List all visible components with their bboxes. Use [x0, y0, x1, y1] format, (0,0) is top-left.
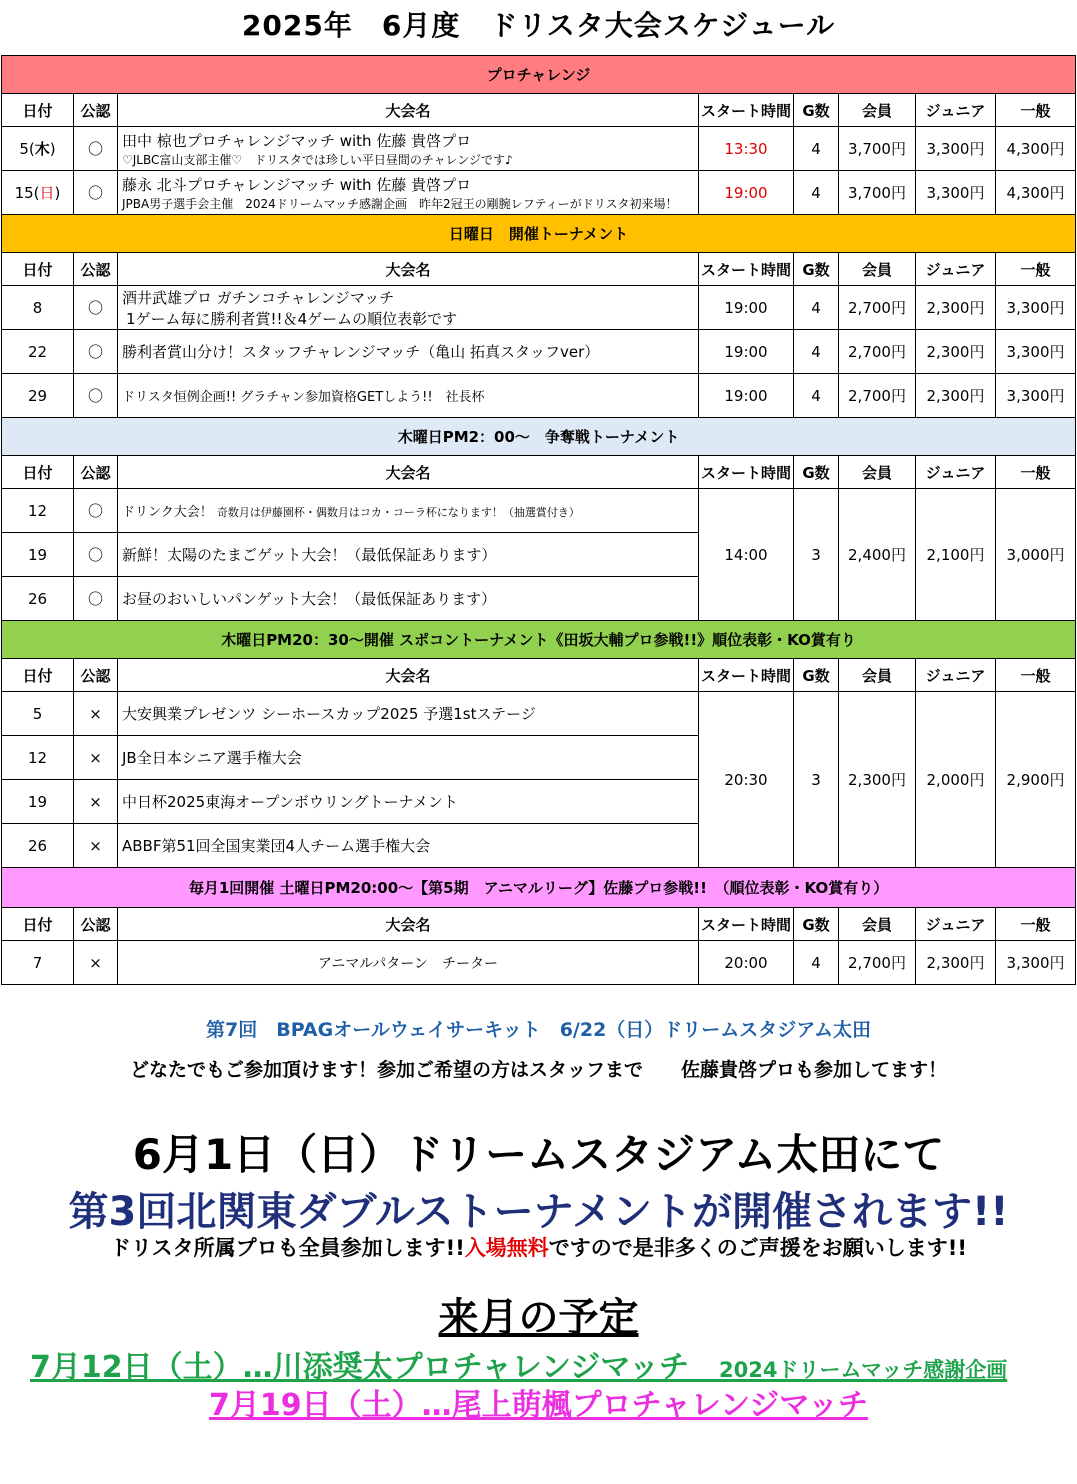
header-official: 公認 — [74, 456, 118, 489]
pro-challenge-table — [1, 55, 1076, 985]
date-cell: 7 — [2, 941, 74, 985]
header-games: G数 — [794, 94, 839, 127]
official-mark: 〇 — [74, 127, 118, 171]
event-name: ドリンク大会！ 奇数月は伊藤園杯・偶数月はコカ・コーラ杯になります！（抽選賞付き） — [118, 489, 699, 533]
date-cell: 26 — [2, 824, 74, 868]
event-name: 新鮮！太陽のたまごゲット大会！（最低保証あります） — [118, 533, 699, 577]
header-member: 会員 — [839, 908, 916, 941]
event-name: ドリスタ恒例企画!! グラチャン参加資格GETしよう!! 社長杯 — [118, 374, 699, 418]
next-event-2: 7月19日（土）…尾上萌楓プロチャレンジマッチ — [208, 1388, 869, 1423]
games-count: 3 — [794, 692, 839, 868]
header-general: 一般 — [996, 456, 1076, 489]
header-name: 大会名 — [118, 456, 699, 489]
official-mark: 〇 — [74, 533, 118, 577]
official-mark: 〇 — [74, 330, 118, 374]
official-mark: × — [74, 780, 118, 824]
page-title: 2025年 6月度 ドリスタ大会スケジュール — [241, 9, 836, 42]
member-price: 2,700円 — [839, 374, 916, 418]
date-cell: 19 — [2, 780, 74, 824]
date-cell: 5(木) — [2, 127, 74, 171]
header-start: スタート時間 — [699, 94, 794, 127]
official-mark: × — [74, 692, 118, 736]
table-row — [2, 374, 1076, 418]
member-price: 2,700円 — [839, 286, 916, 330]
general-price: 3,300円 — [996, 374, 1076, 418]
start-time: 13:30 — [699, 127, 794, 171]
official-mark: 〇 — [74, 286, 118, 330]
start-time: 19:00 — [699, 286, 794, 330]
start-time: 20:00 — [699, 941, 794, 985]
header-official: 公認 — [74, 253, 118, 286]
table-row — [2, 286, 1076, 330]
next-event-1: 7月12日（土）…川添奨太プロチャレンジマッチ 2024ドリームマッチ感謝企画 — [30, 1350, 1008, 1385]
table-row — [2, 127, 1076, 171]
member-price: 2,700円 — [839, 330, 916, 374]
event-announcement-title: 第3回北関東ダブルストーナメントが開催されます!! — [68, 1189, 1009, 1235]
header-member: 会員 — [839, 253, 916, 286]
official-mark: 〇 — [74, 577, 118, 621]
header-games: G数 — [794, 456, 839, 489]
header-official: 公認 — [74, 659, 118, 692]
general-price: 2,900円 — [996, 692, 1076, 868]
general-price: 3,300円 — [996, 286, 1076, 330]
official-mark: 〇 — [74, 489, 118, 533]
date-cell: 19 — [2, 533, 74, 577]
junior-price: 2,300円 — [916, 374, 996, 418]
date-cell: 26 — [2, 577, 74, 621]
official-mark: × — [74, 941, 118, 985]
header-general: 一般 — [996, 659, 1076, 692]
junior-price: 3,300円 — [916, 171, 996, 215]
header-start: スタート時間 — [699, 456, 794, 489]
official-mark: × — [74, 736, 118, 780]
header-date: 日付 — [2, 659, 74, 692]
header-junior: ジュニア — [916, 94, 996, 127]
event-name: 田中 椋也プロチャレンジマッチ with 佐藤 貴啓プロ ♡JLBC富山支部主催♡ ドリスタでは珍しい平日昼間のチャレンジです♪ — [118, 127, 699, 171]
games-count: 4 — [794, 374, 839, 418]
games-count: 4 — [794, 286, 839, 330]
start-time: 20:30 — [699, 692, 794, 868]
event-announcement-date: 6月1日（日）ドリームスタジアム太田にて — [132, 1130, 945, 1179]
games-count: 4 — [794, 941, 839, 985]
junior-price: 3,300円 — [916, 127, 996, 171]
member-price: 2,400円 — [839, 489, 916, 621]
section-title-pro: プロチャレンジ — [2, 56, 1076, 94]
junior-price: 2,300円 — [916, 286, 996, 330]
date-cell: 29 — [2, 374, 74, 418]
event-name: 中日杯2025東海オープンボウリングトーナメント — [118, 780, 699, 824]
header-general: 一般 — [996, 253, 1076, 286]
header-member: 会員 — [839, 456, 916, 489]
table-row — [2, 692, 1076, 736]
header-member: 会員 — [839, 94, 916, 127]
event-announcement-note: ドリスタ所属プロも全員参加します!!入場無料ですので是非多くのご声援をお願いします!! — [110, 1236, 967, 1260]
date-cell: 5 — [2, 692, 74, 736]
general-price: 3,000円 — [996, 489, 1076, 621]
table-row — [2, 330, 1076, 374]
junior-price: 2,300円 — [916, 941, 996, 985]
general-price: 3,300円 — [996, 941, 1076, 985]
games-count: 4 — [794, 127, 839, 171]
header-start: スタート時間 — [699, 253, 794, 286]
participation-note: どなたでもご参加頂けます！参加ご希望の方はスタッフまで 佐藤貴啓プロも参加してます！ — [129, 1059, 947, 1081]
date-cell: 12 — [2, 736, 74, 780]
header-junior: ジュニア — [916, 659, 996, 692]
member-price: 3,700円 — [839, 127, 916, 171]
event-name: JB全日本シニア選手権大会 — [118, 736, 699, 780]
event-name: 勝利者賞山分け！スタッフチャレンジマッチ（亀山 拓真スタッフver） — [118, 330, 699, 374]
member-price: 2,300円 — [839, 692, 916, 868]
header-junior: ジュニア — [916, 456, 996, 489]
member-price: 2,700円 — [839, 941, 916, 985]
header-junior: ジュニア — [916, 908, 996, 941]
header-name: 大会名 — [118, 253, 699, 286]
general-price: 3,300円 — [996, 330, 1076, 374]
next-month-title: 来月の予定 — [438, 1295, 639, 1341]
header-official: 公認 — [74, 94, 118, 127]
event-name: お昼のおいしいパンゲット大会！（最低保証あります） — [118, 577, 699, 621]
junior-price: 2,300円 — [916, 330, 996, 374]
date-cell: 22 — [2, 330, 74, 374]
header-start: スタート時間 — [699, 659, 794, 692]
header-date: 日付 — [2, 908, 74, 941]
circuit-info: 第7回 BPAGオールウェイサーキット 6/22（日）ドリームスタジアム太田 — [206, 1019, 871, 1041]
date-cell: 15(日) — [2, 171, 74, 215]
junior-price: 2,000円 — [916, 692, 996, 868]
section-title-sunday: 日曜日 開催トーナメント — [2, 215, 1076, 253]
official-mark: 〇 — [74, 374, 118, 418]
header-games: G数 — [794, 659, 839, 692]
event-name: 藤永 北斗プロチャレンジマッチ with 佐藤 貴啓プロ JPBA男子選手会主催 2024ドリームマッチ感謝企画 昨年2冠王の剛腕レフティーがドリスタ初来場！ — [118, 171, 699, 215]
event-name: 大安興業プレゼンツ シーホースカップ2025 予選1stステージ — [118, 692, 699, 736]
games-count: 4 — [794, 171, 839, 215]
start-time: 14:00 — [699, 489, 794, 621]
general-price: 4,300円 — [996, 171, 1076, 215]
header-general: 一般 — [996, 908, 1076, 941]
header-date: 日付 — [2, 456, 74, 489]
header-name: 大会名 — [118, 94, 699, 127]
date-cell: 12 — [2, 489, 74, 533]
start-time: 19:00 — [699, 171, 794, 215]
free-entry-label: 入場無料 — [464, 1236, 549, 1260]
header-name: 大会名 — [118, 908, 699, 941]
date-cell: 8 — [2, 286, 74, 330]
start-time: 19:00 — [699, 374, 794, 418]
games-count: 4 — [794, 330, 839, 374]
header-general: 一般 — [996, 94, 1076, 127]
header-date: 日付 — [2, 94, 74, 127]
official-mark: × — [74, 824, 118, 868]
games-count: 3 — [794, 489, 839, 621]
section-title-thursday-pm2: 木曜日PM2：00～ 争奪戦トーナメント — [2, 418, 1076, 456]
junior-price: 2,100円 — [916, 489, 996, 621]
official-mark: 〇 — [74, 171, 118, 215]
table-row — [2, 171, 1076, 215]
header-junior: ジュニア — [916, 253, 996, 286]
general-price: 4,300円 — [996, 127, 1076, 171]
table-row — [2, 489, 1076, 533]
event-name: アニマルパターン チーター — [118, 941, 699, 985]
header-games: G数 — [794, 253, 839, 286]
section-title-saturday: 毎月1回開催 土曜日PM20:00～【第5期 アニマルリーグ】佐藤プロ参戦!! （順位表彰・KO賞有り） — [2, 868, 1076, 908]
table-row — [2, 941, 1076, 985]
member-price: 3,700円 — [839, 171, 916, 215]
header-official: 公認 — [74, 908, 118, 941]
header-games: G数 — [794, 908, 839, 941]
header-date: 日付 — [2, 253, 74, 286]
event-name: ABBF第51回全国実業団4人チーム選手権大会 — [118, 824, 699, 868]
event-name: 酒井武雄プロ ガチンコチャレンジマッチ 1ゲーム毎に勝利者賞!!＆4ゲームの順位表彰です — [118, 286, 699, 330]
section-title-thursday-pm20: 木曜日PM20：30～開催 スポコントーナメント《田坂大輔プロ参戦!!》順位表彰・KO賞有り — [2, 621, 1076, 659]
start-time: 19:00 — [699, 330, 794, 374]
header-name: 大会名 — [118, 659, 699, 692]
header-start: スタート時間 — [699, 908, 794, 941]
header-member: 会員 — [839, 659, 916, 692]
